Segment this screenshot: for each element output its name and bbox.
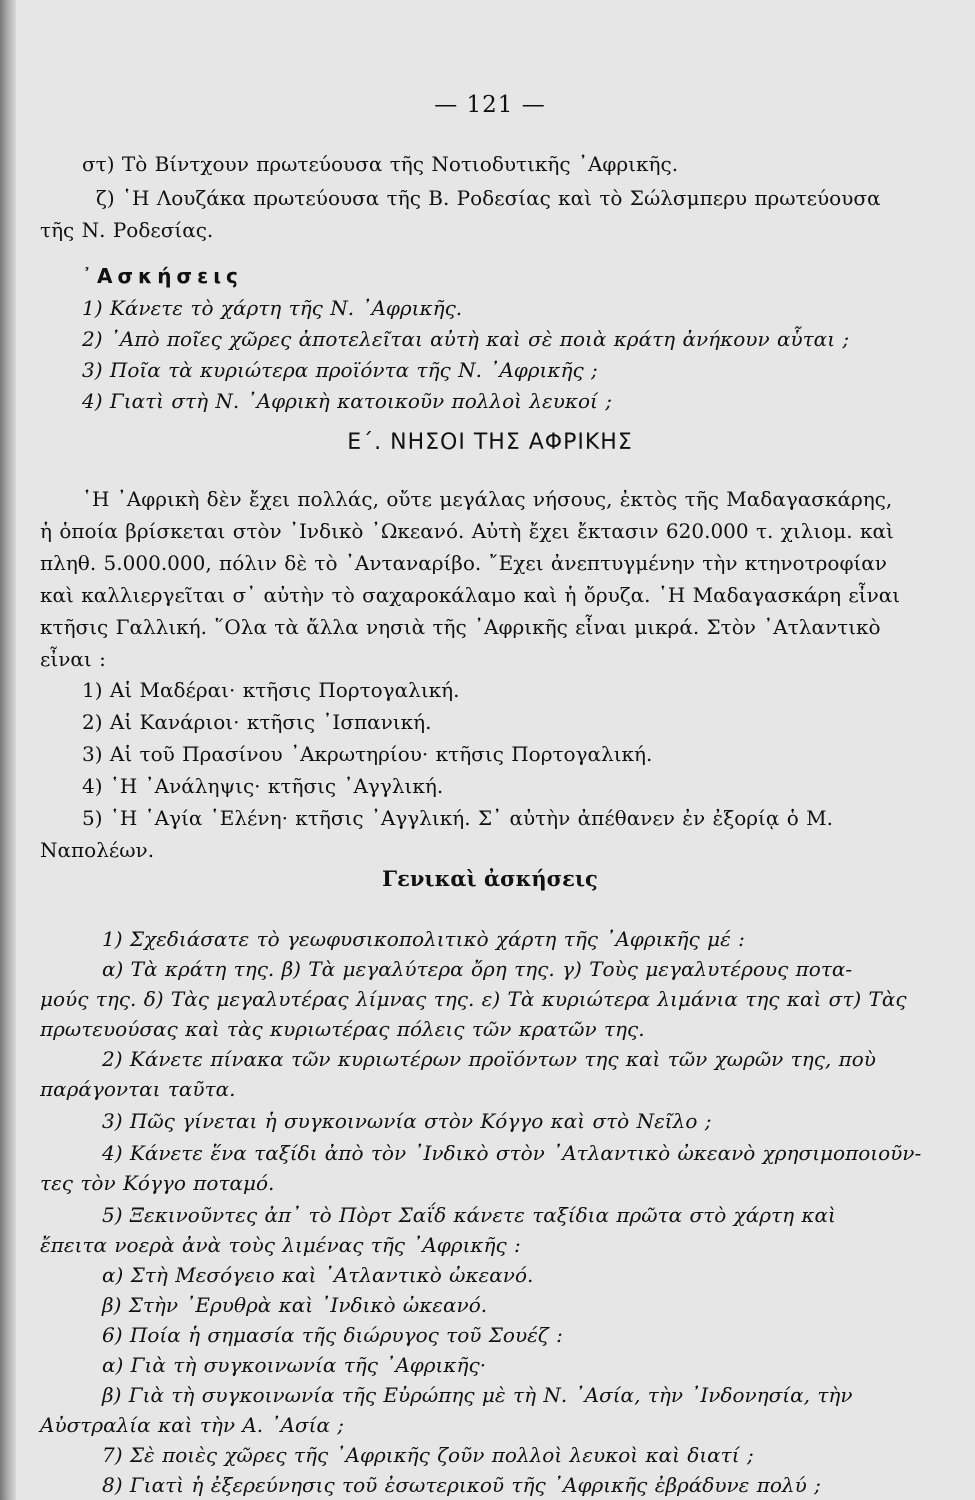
island-item: 5) ῾Η ῾Αγία ῾Ελένη· κτῆσις ᾿Αγγλική. Σ᾿ αὐτὴν ἀπέθανεν ἐν ἐξορίᾳ ὁ Μ. [82, 806, 833, 830]
exercise-item: 4) Γιατὶ στὴ Ν. ᾿Αφρικὴ κατοικοῦν πολλοὶ λευκοί ; [82, 389, 612, 413]
general-line: τες τὸν Κόγγο ποταμό. [40, 1171, 275, 1195]
general-line: β) Γιὰ τὴ συγκοινωνία τῆς Εὐρώπης μὲ τὴ Ν. ᾿Ασία, τὴν ᾿Ινδονησία, τὴν [102, 1383, 853, 1407]
intro-line: τῆς Ν. Ροδεσίας. [40, 218, 214, 242]
island-item: 3) Αἱ τοῦ Πρασίνου ᾿Ακρωτηρίου· κτῆσις Πορτογαλική. [82, 742, 653, 766]
general-line: παράγονται ταῦτα. [40, 1077, 236, 1101]
island-item: 1) Αἱ Μαδέραι· κτῆσις Πορτογαλική. [82, 678, 460, 702]
general-line: 8) Γιατὶ ἡ ἐξερεύνησις τοῦ ἐσωτερικοῦ τῆς ᾿Αφρικῆς ἐβράδυνε πολύ ; [102, 1473, 821, 1497]
general-line: μούς της. δ) Τὰς μεγαλυτέρας λίμνας της. ε) Τὰ κυριώτερα λιμάνια της καὶ στ) Τὰς [40, 987, 907, 1011]
island-item: 4) ῾Η ᾿Ανάληψις· κτῆσις ᾿Αγγλική. [82, 774, 444, 798]
paragraph-line: κτῆσις Γαλλική. ῞Ολα τὰ ἄλλα νησιὰ τῆς ᾿Αφρικῆς εἶναι μικρά. Στὸν ᾿Ατλαντικὸ [40, 615, 881, 639]
general-line: α) Τὰ κράτη της. β) Τὰ μεγαλύτερα ὄρη της. γ) Τοὺς μεγαλυτέρους ποτα- [102, 957, 853, 981]
general-line: Αὐστραλία καὶ τὴν Α. ᾿Ασία ; [40, 1413, 345, 1437]
general-line: 1) Σχεδιάσατε τὸ γεωφυσικοπολιτικὸ χάρτη τῆς ᾿Αφρικῆς μέ : [102, 927, 745, 951]
general-line: πρωτευούσας καὶ τὰς κυριωτέρας πόλεις τῶν κρατῶν της. [40, 1017, 645, 1041]
exercise-item: 1) Κάνετε τὸ χάρτη τῆς Ν. ᾿Αφρικῆς. [82, 296, 463, 320]
intro-line: στ) Τὸ Βίντχουν πρωτεύουσα τῆς Νοτιοδυτικῆς ᾿Αφρικῆς. [82, 152, 679, 176]
general-line: α) Στὴ Μεσόγειο καὶ ᾿Ατλαντικὸ ὠκεανό. [102, 1263, 534, 1287]
paragraph-line: καὶ καλλιεργεῖται σ᾿ αὐτὴν τὸ σαχαροκάλαμο καὶ ἡ ὄρυζα. ῾Η Μαδαγασκάρη εἶναι [40, 583, 901, 607]
general-line: β) Στὴν ᾿Ερυθρὰ καὶ ᾿Ινδικὸ ὠκεανό. [102, 1293, 488, 1317]
paragraph-line: εἶναι : [40, 647, 106, 671]
island-item: Ναπολέων. [40, 838, 155, 862]
general-line: 6) Ποία ἡ σημασία τῆς διώρυγος τοῦ Σουέζ : [102, 1323, 563, 1347]
general-line: 3) Πῶς γίνεται ἡ συγκοινωνία στὸν Κόγγο καὶ στὸ Νεῖλο ; [102, 1109, 712, 1133]
exercise-item: 2) ᾿Απὸ ποῖες χῶρες ἀποτελεῖται αὐτὴ καὶ σὲ ποιὰ κράτη ἀνήκουν αὗται ; [82, 327, 850, 351]
exercises-title: ᾿Ασκήσεις [82, 264, 243, 288]
intro-line: ζ) ῾Η Λουζάκα πρωτεύουσα τῆς Β. Ροδεσίας καὶ τὸ Σώλσμπερυ πρωτεύουσα [96, 186, 881, 210]
island-item: 2) Αἱ Κανάριοι· κτῆσις ᾿Ισπανική. [82, 710, 432, 734]
exercise-item: 3) Ποῖα τὰ κυριώτερα προϊόντα τῆς Ν. ᾿Αφρικῆς ; [82, 358, 598, 382]
page-number: — 121 — [434, 92, 546, 118]
general-line: α) Γιὰ τὴ συγκοινωνία τῆς ᾿Αφρικῆς· [102, 1353, 487, 1377]
book-spine-shadow [0, 0, 16, 1500]
general-line: 7) Σὲ ποιὲς χῶρες τῆς ᾿Αφρικῆς ζοῦν πολλοὶ λευκοὶ καὶ διατί ; [102, 1443, 754, 1467]
general-line: 2) Κάνετε πίνακα τῶν κυριωτέρων προϊόντων της καὶ τῶν χωρῶν της, ποὺ [102, 1047, 876, 1071]
general-line: 5) Ξεκινοῦντες ἀπ᾿ τὸ Πὸρτ Σαΐδ κάνετε ταξίδια πρῶτα στὸ χάρτη καὶ [102, 1203, 836, 1227]
general-line: 4) Κάνετε ἕνα ταξίδι ἀπὸ τὸν ᾿Ινδικὸ στὸν ᾿Ατλαντικὸ ὠκεανὸ χρησιμοποιοῦν- [102, 1141, 922, 1165]
section-title: Ε΄. ΝΗΣΟΙ ΤΗΣ ΑΦΡΙΚΗΣ [347, 430, 633, 455]
paragraph-line: ἡ ὁποία βρίσκεται στὸν ᾿Ινδικὸ ᾿Ωκεανό. Αὐτὴ ἔχει ἔκτασιν 620.000 τ. χιλιομ. καὶ [40, 519, 894, 543]
paragraph-line: πληθ. 5.000.000, πόλιν δὲ τὸ ᾿Ανταναρίβο. ῎Εχει ἀνεπτυγμένην τὴν κτηνοτροφίαν [40, 551, 887, 575]
general-exercises-title: Γενικαὶ ἀσκήσεις [382, 866, 598, 891]
general-line: ἔπειτα νοερὰ ἀνὰ τοὺς λιμένας τῆς ᾿Αφρικῆς : [40, 1233, 521, 1257]
paragraph-line: ῾Η ᾿Αφρικὴ δὲν ἔχει πολλάς, οὔτε μεγάλας νήσους, ἐκτὸς τῆς Μαδαγασκάρης, [82, 487, 893, 511]
